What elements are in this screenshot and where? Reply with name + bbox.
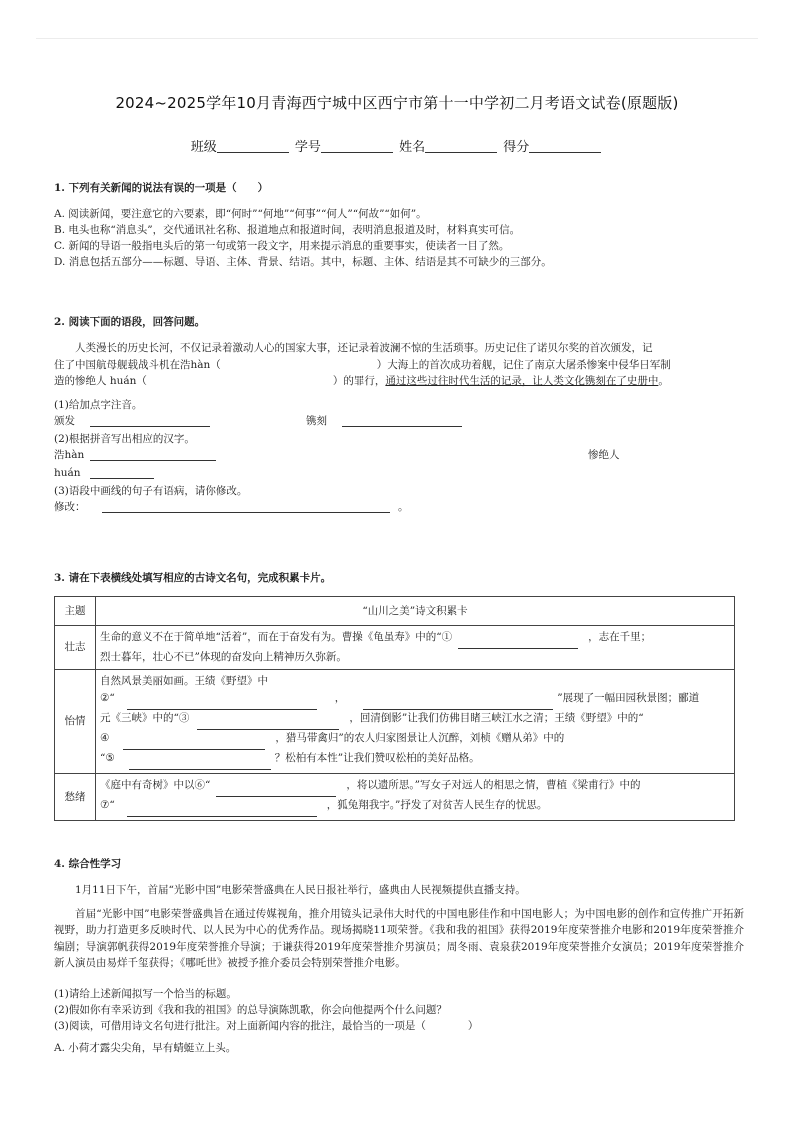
q2-sub-1: (1)给加点字注音。 bbox=[54, 398, 143, 411]
theme-chouxu: 愁绪 bbox=[55, 774, 96, 821]
q4-option-a[interactable]: A. 小荷才露尖尖角，早有蜻蜓立上头。 bbox=[54, 1041, 237, 1054]
blank-2b[interactable] bbox=[363, 692, 553, 710]
q4-passage-1: 1月11日下午，首届“光影中国”电影荣誉盛典在人民日报社举行，盛典由人民视频提供直播支持。 bbox=[75, 884, 526, 896]
word-haohan: 浩hàn bbox=[54, 448, 85, 461]
score-field[interactable] bbox=[529, 152, 601, 153]
card-text: ”展现了一幅田园秋景图；郦道 bbox=[557, 692, 700, 704]
card-text: ，回清倒影”让我们仿佛目睹三峡江水之清；王绩《野望》中的“ bbox=[349, 712, 644, 724]
student-id-label: 学号 bbox=[294, 140, 321, 155]
question-2-title: 2. 阅读下面的语段，回答问题。 bbox=[54, 316, 206, 328]
q2-underlined-sentence: 通过这些过往时代生活的记录，让人类文化镌刻在了史册中 bbox=[385, 374, 659, 387]
card-text: ，猎马带禽归”的农人归家图景让人沉醉，刘桢《赠从弟》中的 bbox=[275, 732, 565, 744]
card-text: 烈士暮年，壮心不已”体现的奋发向上精神历久弥新。 bbox=[100, 651, 347, 663]
question-1-title: 1. 下列有关新闻的说法有误的一项是（ ） bbox=[54, 182, 269, 194]
table-row bbox=[55, 670, 735, 774]
blank-2a[interactable] bbox=[127, 692, 317, 710]
q1-option-c[interactable]: C. 新闻的导语一般指电头后的第一句或第一段文字，用来提示消息的重要事实，使读者一目了然。 bbox=[54, 240, 510, 252]
word-banfa: 颁发 bbox=[54, 414, 75, 427]
q1-option-a[interactable]: A. 阅读新闻，要注意它的六要素，即“何时”“何地”“何事”“何人”“何故”“如何”。 bbox=[54, 208, 427, 220]
card-text: 生命的意义不在于简单地“活着”，而在于奋发有为。曹操《龟虽寿》中的“① bbox=[100, 631, 453, 643]
q2-sub-2-answers bbox=[54, 447, 744, 465]
yiqing-content bbox=[96, 670, 735, 774]
card-text: “⑤ bbox=[100, 752, 115, 764]
word-canjuerenhuan: 惨绝人 bbox=[588, 448, 620, 461]
theme-yiqing: 怡情 bbox=[55, 670, 96, 774]
name-field[interactable] bbox=[425, 152, 497, 153]
card-text: ，狐兔翔我宇。”抒发了对贫苦人民生存的忧思。 bbox=[326, 799, 548, 811]
q2-sub-2-answers-b bbox=[54, 465, 744, 483]
q1-option-b[interactable]: B. 电头也称“消息头”，交代通讯社名称、报道地点和报道时间，表明消息报道及时，材料真实可信。 bbox=[54, 224, 521, 236]
q2-text: 。 bbox=[658, 374, 669, 387]
juanke-answer-field[interactable] bbox=[342, 413, 462, 427]
table-row bbox=[55, 597, 735, 626]
card-text: ， bbox=[334, 692, 346, 704]
q2-text: ）的罪行， bbox=[332, 374, 386, 387]
zhuangzhi-content bbox=[96, 626, 735, 670]
page-title: 2024~2025学年10月青海西宁城中区西宁市第十一中学初二月考语文试卷(原题版) bbox=[115, 94, 679, 112]
blank-6[interactable] bbox=[216, 779, 336, 797]
student-info-line bbox=[0, 136, 794, 155]
banfa-answer-field[interactable] bbox=[90, 413, 210, 427]
card-text: 自然风景美丽如画。王绩《野望》中 bbox=[100, 675, 268, 687]
blank-5[interactable] bbox=[129, 752, 271, 770]
card-text: 《庭中有奇树》中以⑥“ bbox=[100, 779, 211, 791]
q2-sub-3: (3)语段中画线的句子有语病，请你修改。 bbox=[54, 484, 248, 497]
word-juanke: 镌刻 bbox=[306, 414, 327, 427]
q2-sub-3-answer bbox=[54, 499, 744, 517]
class-field[interactable] bbox=[217, 152, 289, 153]
question-3-title: 3. 请在下表横线处填写相应的古诗文名句，完成积累卡片。 bbox=[54, 572, 332, 584]
q4-sub-1: (1)请给上述新闻拟写一个恰当的标题。 bbox=[54, 987, 237, 1000]
page-top-rule bbox=[36, 38, 758, 39]
table-row bbox=[55, 626, 735, 670]
q4-passage-2: 首届“光影中国”电影荣誉盛典旨在通过传媒视角，推介用镜头记录伟大时代的中国电影佳作和中国电影人；为中国电影的创作和宣传推广开拓新视野，助力打造更多反映时代、以人民为中心的优秀作品。现场揭晓11项荣誉。《我和我的祖国》获得2019年度荣誉推介电影和2019年度荣誉推介编剧；导演郭帆获得2019年度荣誉推介导演；于谦获得2019年度荣誉推介男演员；周冬雨、袁泉获2019年度荣誉推介女演员；2019年度荣誉推介新人演员由易烊千玺获得；《哪吒世》被授予推介委员会特别荣誉推介电影。 bbox=[54, 907, 744, 969]
class-label: 班级 bbox=[190, 140, 217, 155]
card-text: ，志在千里； bbox=[588, 631, 652, 643]
q2-text: ）大海上的首次成功着舰，记住了南京大屠杀惨案中侵华日军制 bbox=[376, 358, 671, 371]
student-id-field[interactable] bbox=[321, 152, 393, 153]
card-title: “山川之美”诗文积累卡 bbox=[96, 597, 735, 626]
revise-answer-field[interactable] bbox=[102, 499, 390, 513]
question-4 bbox=[54, 856, 744, 1056]
card-text: ⑦“ bbox=[100, 799, 115, 811]
q2-text: 住了中国航母舰载战斗机在浩hàn（ bbox=[54, 358, 221, 371]
blank-3[interactable] bbox=[197, 712, 339, 730]
huan-answer-field[interactable] bbox=[90, 465, 154, 479]
q4-sub-2: (2)假如你有幸采访到《我和我的祖国》的总导演陈凯歌，你会向他提两个什么问题？ bbox=[54, 1003, 447, 1016]
theme-zhuangzhi: 壮志 bbox=[55, 626, 96, 670]
q2-sub-2: (2)根据拼音写出相应的汉字。 bbox=[54, 432, 195, 445]
score-label: 得分 bbox=[503, 140, 530, 155]
card-text: ②“ bbox=[100, 692, 115, 704]
question-4-title: 4. 综合性学习 bbox=[54, 858, 122, 870]
revise-period: 。 bbox=[398, 500, 409, 513]
q2-text: 造的惨绝人 huán（ bbox=[54, 374, 147, 387]
q2-passage-line-3 bbox=[54, 373, 744, 389]
poetry-card-table bbox=[54, 596, 735, 821]
question-2 bbox=[54, 314, 744, 517]
question-1 bbox=[54, 180, 744, 270]
q1-option-d[interactable]: D. 消息包括五部分——标题、导语、主体、背景、结语。其中，标题、主体、结语是其不可缺少的三部分。 bbox=[54, 256, 552, 268]
card-text: ④ bbox=[100, 732, 110, 744]
blank-7[interactable] bbox=[127, 799, 317, 817]
blank-1[interactable] bbox=[458, 631, 578, 649]
blank-4[interactable] bbox=[123, 732, 265, 750]
q2-passage-line-1: 人类漫长的历史长河，不仅记录着激动人心的国家大事，还记录着波澜不惊的生活琐事。历史记住了诺贝尔奖的首次颁发，记 bbox=[75, 342, 653, 354]
revise-label: 修改： bbox=[54, 500, 86, 513]
word-huan: huán bbox=[54, 466, 81, 479]
table-row bbox=[55, 774, 735, 821]
card-text: ？松柏有本性”让我们赞叹松柏的美好品格。 bbox=[274, 752, 480, 764]
q4-sub-3: (3)阅读，可借用诗文名句进行批注。对上面新闻内容的批注，最恰当的一项是（ ） bbox=[54, 1019, 479, 1032]
q2-passage-line-2 bbox=[54, 357, 744, 373]
chouxu-content bbox=[96, 774, 735, 821]
name-label: 姓名 bbox=[399, 140, 426, 155]
haohan-answer-field[interactable] bbox=[90, 447, 216, 461]
q2-sub-1-answers bbox=[54, 413, 744, 431]
question-3 bbox=[54, 570, 744, 821]
card-text: 元《三峡》中的“③ bbox=[100, 712, 190, 724]
card-text: ，将以遗所思。”写女子对远人的相思之情，曹植《梁甫行》中的 bbox=[346, 779, 641, 791]
theme-header: 主题 bbox=[55, 597, 96, 626]
